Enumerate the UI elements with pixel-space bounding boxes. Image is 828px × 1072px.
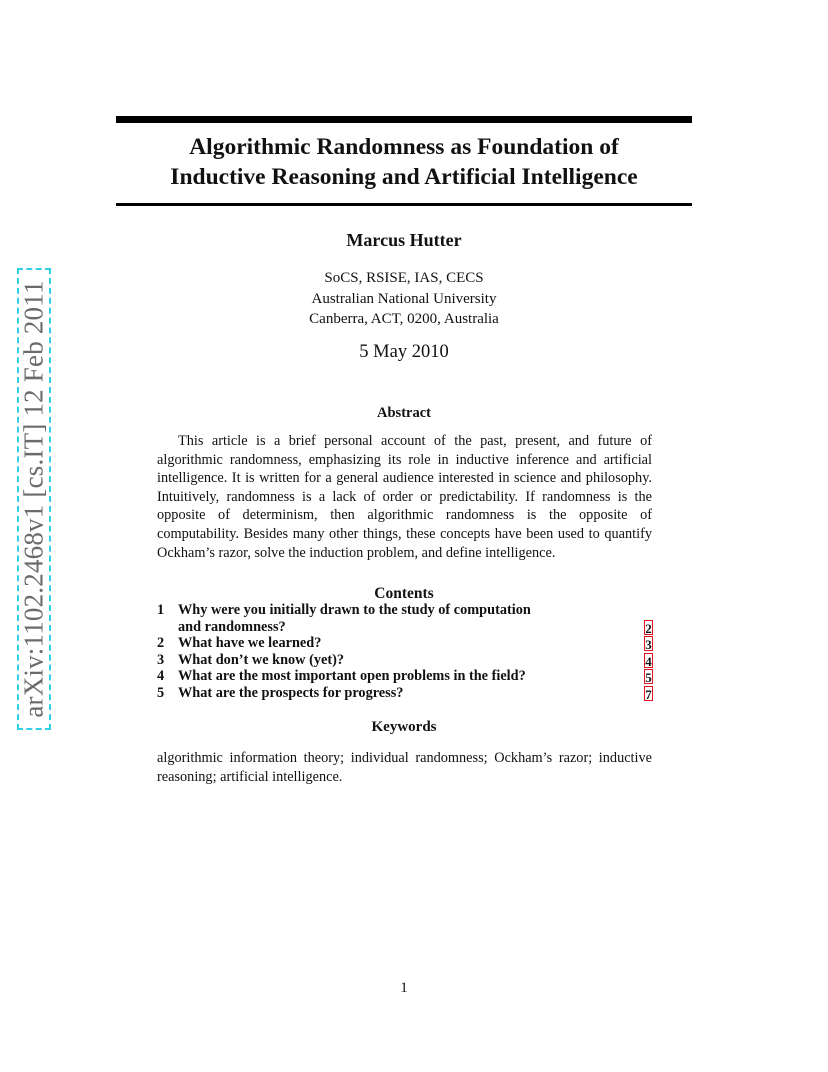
arxiv-stamp[interactable] (17, 268, 51, 730)
toc-page-link[interactable]: 2 (645, 620, 652, 636)
toc-entry-4[interactable] (157, 668, 653, 685)
arxiv-stamp-text: arXiv:1102.2468v1 [cs.IT] 12 Feb 2011 (18, 280, 49, 718)
toc-entry-1-continued[interactable] (157, 619, 653, 636)
toc-entry-5[interactable] (157, 685, 653, 702)
keywords-heading: Keywords (371, 719, 437, 735)
title-bottom-rule (116, 203, 692, 206)
title-line-1: Algorithmic Randomness as Foundation of (189, 134, 619, 160)
affiliation-line: Australian National University (311, 290, 497, 307)
toc-title[interactable]: Why were you initially drawn to the study of computation (178, 602, 531, 618)
toc-page-link[interactable]: 5 (645, 670, 652, 686)
toc-entry-1[interactable] (157, 602, 653, 619)
publication-date: 5 May 2010 (359, 342, 449, 362)
toc-entry-3[interactable] (157, 652, 653, 669)
affiliation (116, 268, 692, 330)
toc-number: 1 (157, 602, 165, 618)
keywords-text: algorithmic information theory; individual randomness; Ockham’s razor; inductive reasoning; artificial intelligence. (157, 750, 652, 785)
toc-number: 5 (157, 684, 165, 701)
contents-heading: Contents (374, 585, 434, 602)
toc-title[interactable]: What are the prospects for progress? (178, 684, 404, 701)
toc-page-link[interactable]: 3 (645, 637, 652, 653)
author-name: Marcus Hutter (346, 230, 462, 250)
toc-number: 2 (157, 635, 165, 652)
table-of-contents (157, 602, 653, 702)
affiliation-line: Canberra, ACT, 0200, Australia (309, 311, 499, 327)
toc-page-link[interactable]: 7 (645, 686, 652, 702)
toc-title-continued[interactable]: and randomness? (178, 618, 286, 635)
title-top-rule (116, 116, 692, 123)
abstract-heading: Abstract (377, 405, 431, 421)
toc-number: 4 (157, 668, 165, 685)
abstract-text: This article is a brief personal account of the past, present, and future of algorithmic randomness, emphasizing its role in inductive inference and artificial intelligence. It is written for a general audience interested in science and philosophy. Intuitively, randomness is a lack of order or predictability. If randomness is the opposite of determinism, then algorithmic randomness is the opposite of computability. Besides many other things, these concepts have been used to quantify Ockham’s razor, solve the induction problem, and define intelligence. (157, 433, 652, 561)
page-number: 1 (400, 980, 408, 996)
toc-entry-2[interactable] (157, 635, 653, 652)
title-line-2: Inductive Reasoning and Artificial Intelligence (170, 164, 638, 190)
toc-title[interactable]: What don’t we know (yet)? (178, 651, 344, 668)
toc-number: 3 (157, 651, 165, 668)
toc-title[interactable]: What are the most important open problems in the field? (178, 668, 526, 685)
affiliation-line: SoCS, RSISE, IAS, CECS (324, 270, 484, 286)
paper-title (116, 132, 692, 192)
toc-page-link[interactable]: 4 (645, 653, 652, 669)
toc-title[interactable]: What have we learned? (178, 635, 322, 652)
